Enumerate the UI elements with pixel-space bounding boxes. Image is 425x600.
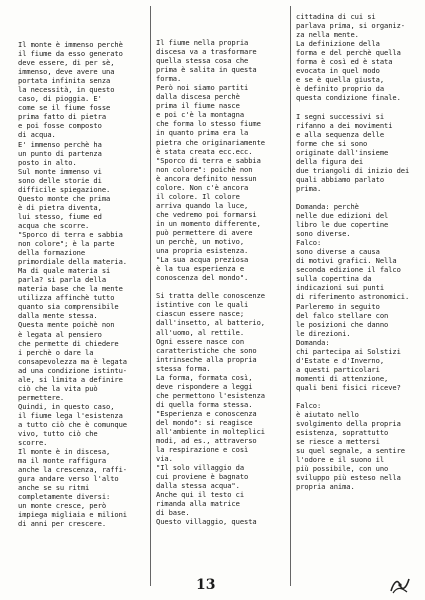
text-column-1: Il monte è immenso perchè il fiume da esso generato deve essere, di per sè, immenso, deve avere una portata infinita senza la necessità, in questo caso, di pioggia. E' come se il fiume fosse prima fatto di pietra e poi fosse composto di acqua. E' immenso perchè ha un punto di partenza posto in alto. Sul monte immenso vi sono delle storie di difficile spiegazione. Questo monte che prima è di pietra diventa, lui stesso, fiume ed acqua che scorre. "Sporco di terra e sabbia non colore"; è la parte della formazione primordiale della materia. Ma di quale materia si parla? si parla della materia base che la mente utilizza affinchè tutto quanto sia comprensibile dalla mente stessa. Questa mente poichè non è legata al pensiero che permette di chiedere i perchè o dare la consapevolezza ma è legata ad una condizione istintu- ale, si limita a definire ciò che la vita può permettere. Quindi, in questo caso, il fiume lega l'esistenza a tutto ciò che è comunque vivo, tutto ciò che scorre. Il monte è in discesa, ma il monte raffigura anche la crescenza, raffi- gura andare verso l'alto anche se su ritmi completamente diversi: un monte cresce, però impiega migliaia e milioni di anni per crescere. — [18, 40, 127, 529]
text-column-2: Il fiume nella propria discesa va a trasformare quella stessa cosa che prima è salita in questa forma. Però noi siamo partiti dalla discesa perchè prima il fiume nasce e poi c'è la montagna che forma lo stesso fiume in quanto prima era la pietra che originariamente è stata creata ecc.ecc. "Sporco di terra e sabbia non colore": poichè non è ancora definito nessun colore. Non c'è ancora il colore. Il colore arriva quando la luce, che vedremo poi formarsi in un momento differente, può permettere di avere un perchè, un motivo, una propria esistenza. "La sua acqua preziosa è la tua esperienza e conoscenza del mondo". Si tratta delle conoscenze istintive con le quali ciascun essere nasce; dall'insetto, al batterio, all'uomo, al rettile. Ogni essere nasce con caratteristiche che sono intrinseche alla propria stessa forma. La forma, formata così, deve rispondere a leggi che permettono l'esistenza di quella forma stessa. "Esperienza e conoscenza del mondo": si reagisce all'ambiente in molteplici modi, ad es., attraverso la respirazione e così via. "Il solo villaggio da cui proviene è bagnato dalla stessa acqua". Anche qui il testo ci rimanda alla matrice di base. Questo villaggio, questa — [156, 38, 265, 527]
column-divider — [290, 6, 291, 586]
page-number: 13 — [196, 577, 216, 593]
ornament-icon — [388, 575, 412, 595]
column-divider — [150, 6, 151, 586]
text-column-3: cittadina di cui si parlava prima, si organiz- za nella mente. La definizione della forma e del perchè quella forma è così ed è stata evocata in quel modo e se è quella giusta, è definito proprio da questa condizione finale. I segni successivi si rifanno a dei movimenti e alla sequenza delle forme che si sono originate dall'insieme della figura dei due triangoli di inizio dei quali abbiamo parlato prima. Domanda: perchè nelle due edizioni del libro le due copertine sono diverse. Falco: sono diverse a causa di motivi grafici. Nella seconda edizione il falco sulla copertina da indicazioni sui punti di riferimento astronomici. Parleremo in seguito del falco stellare con le posizioni che danno le direzioni. Domanda: chi partecipa ai Solstizi d'Estate e d'Inverno, a questi particolari momenti di attenzione, quali beni fisici riceve? Falco: è aiutato nello svolgimento della propria esistenza, soprattutto se riesce a mettersi su quel segnale, a sentire l'odore e il suono il più possibile, con uno sviluppo più esteso nella propria anima. — [296, 12, 410, 492]
